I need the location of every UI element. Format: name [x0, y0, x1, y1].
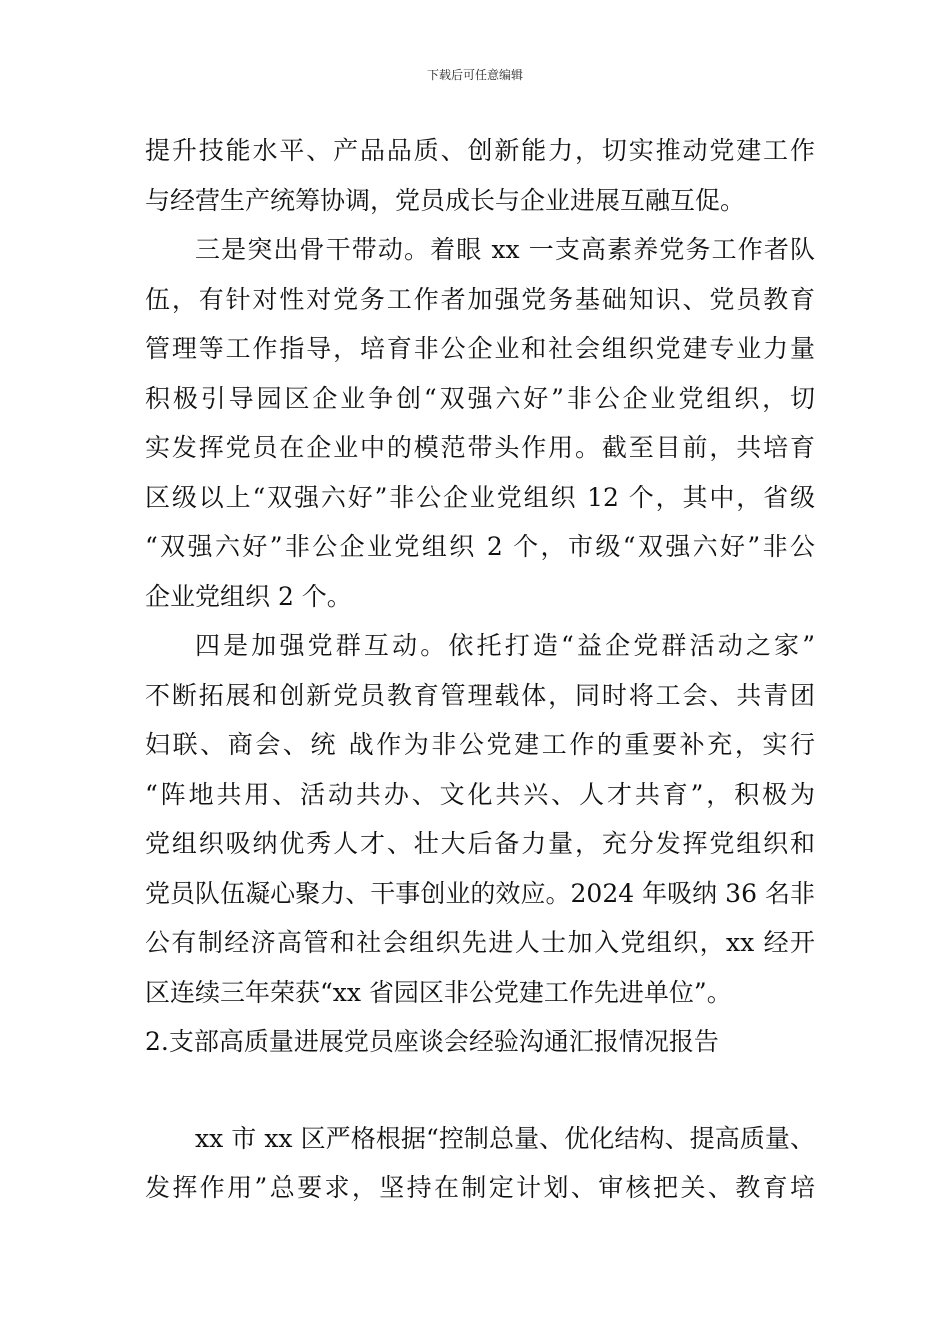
text-line: “双强六好”非公企业党组织 2 个，市级“双强六好”非公 — [145, 532, 815, 561]
text-line: 企业党组织 2 个。 — [145, 581, 352, 611]
text-line: 管理等工作指导，培育非公企业和社会组织党建专业力量 — [145, 334, 815, 363]
text-line: 积极引导园区企业争创“双强六好”非公企业党组织，切 — [145, 383, 815, 413]
text-line: 公有制经济高管和社会组织先进人士加入党组织，xx 经开 — [145, 928, 815, 957]
text-line: 区连续三年荣获“xx 省园区非公党建工作先进单位”。 — [145, 977, 732, 1007]
document-body — [145, 126, 815, 1213]
text-line: 区级以上“双强六好”非公企业党组织 12 个，其中，省级 — [145, 482, 815, 512]
page-header: 下载后可任意编辑 — [426, 68, 523, 82]
text-line: 伍，有针对性对党务工作者加强党务基础知识、党员教育 — [145, 284, 815, 314]
text-line: 发挥作用”总要求，坚持在制定计划、审核把关、教育培 — [145, 1173, 815, 1202]
paragraph-start-line: 四是加强党群互动。依托打造“益企党群活动之家” — [195, 631, 815, 660]
text-line: 党组织吸纳优秀人才、壮大后备力量，充分发挥党组织和 — [145, 829, 815, 858]
text-line: 提升技能水平、产品品质、创新能力，切实推动党建工作 — [145, 136, 815, 165]
text-line: 与经营生产统筹协调，党员成长与企业进展互融互促。 — [145, 185, 746, 215]
blank-gap — [145, 1067, 815, 1114]
text-line: “阵地共用、活动共办、文化共兴、人才共育”，积极为 — [145, 779, 815, 809]
text-line: 不断拓展和创新党员教育管理载体，同时将工会、共青团 — [145, 680, 815, 710]
paragraph-start-line: xx 市 xx 区严格根据“控制总量、优化结构、提高质量、 — [195, 1123, 815, 1153]
text-line: 党员队伍凝心聚力、干事创业的效应。2024 年吸纳 36 名非 — [145, 878, 815, 908]
section-heading: 2.支部高质量进展党员座谈会经验沟通汇报情况报告 — [145, 1027, 719, 1056]
text-line: 妇联、商会、统 战作为非公党建工作的重要补充，实行 — [145, 730, 815, 759]
paragraph-start-line: 三是突出骨干带动。着眼 xx 一支高素养党务工作者队 — [195, 235, 815, 264]
text-line: 实发挥党员在企业中的模范带头作用。截至目前，共培育 — [145, 433, 815, 462]
